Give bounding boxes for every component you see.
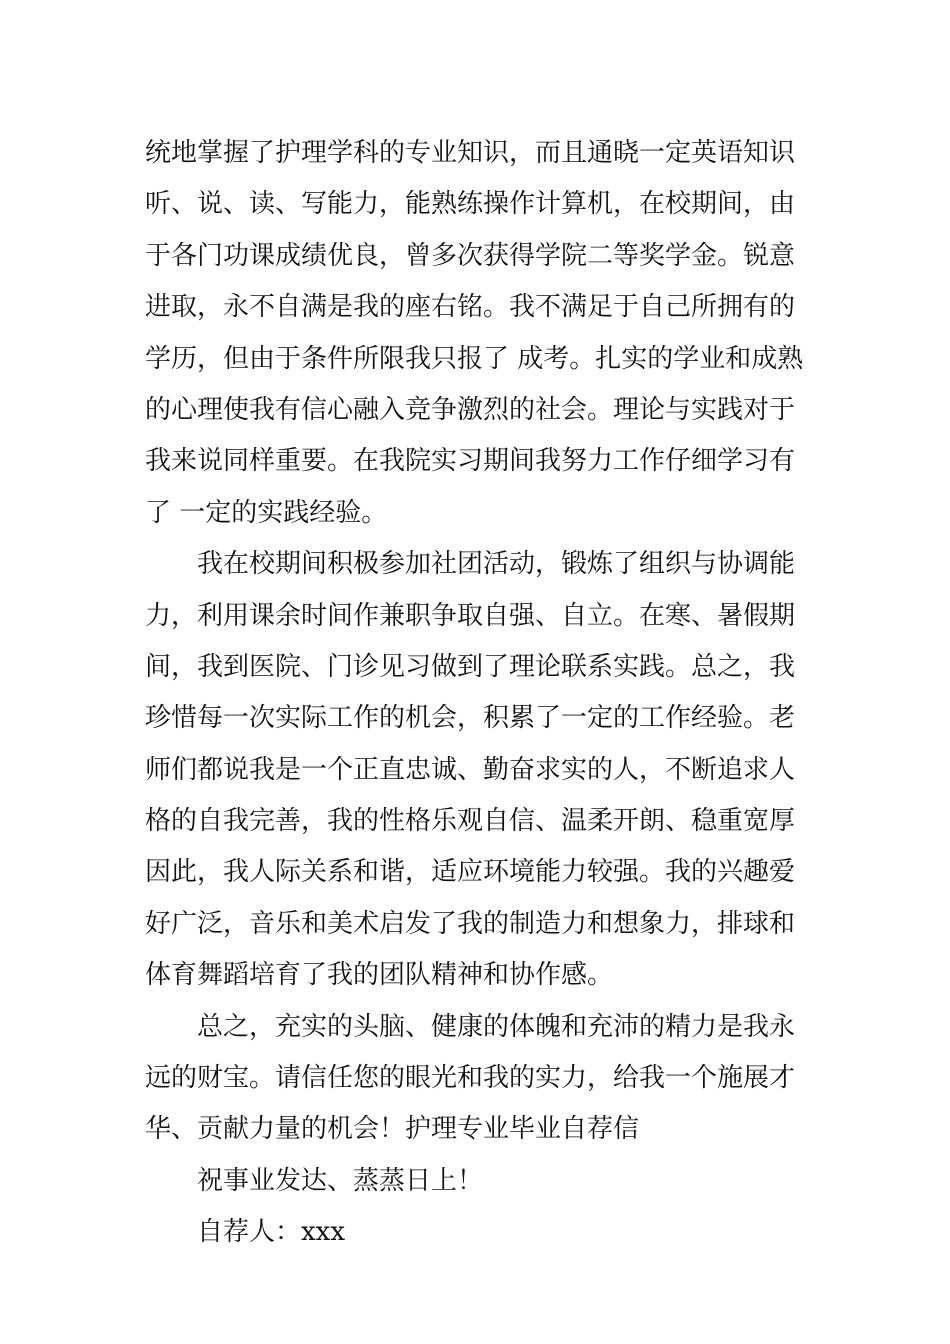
signature-line: 自荐人：xxx [197,1217,345,1248]
body-line: 进取，永不自满是我的座右铭。我不满足于自己所拥有的 [145,292,796,323]
letter-body [145,128,815,1259]
body-line: 师们都说我是一个正直忠诚、勤奋求实的人，不断追求人 [145,754,796,785]
body-line: 力，利用课余时间作兼职争取自强、自立。在寒、暑假期 [145,600,796,631]
body-line: 远的财宝。请信任您的眼光和我的实力，给我一个施展才 [145,1063,796,1094]
paragraph-start-line: 我在校期间积极参加社团活动，锻炼了组织与协调能 [197,549,796,580]
paragraph-start-line: 总之，充实的头脑、健康的体魄和充沛的精力是我永 [197,1011,796,1042]
body-line: 体育舞蹈培育了我的团队精神和协作感。 [145,960,614,991]
body-line: 珍惜每一次实际工作的机会，积累了一定的工作经验。老 [145,703,796,734]
body-line: 听、说、读、写能力，能熟练操作计算机，在校期间，由 [145,189,796,220]
body-line: 了 一定的实践经验。 [145,497,388,528]
body-line: 间，我到医院、门诊见习做到了理论联系实践。总之，我 [145,651,796,682]
body-line: 于各门功课成绩优良，曾多次获得学院二等奖学金。锐意 [145,240,796,271]
body-line: 因此，我人际关系和谐，适应环境能力较强。我的兴趣爱 [145,857,796,888]
body-line: 统地掌握了护理学科的专业知识，而且通晓一定英语知识 [145,138,796,168]
closing-greeting: 祝事业发达、蒸蒸日上！ [197,1165,484,1196]
body-line: 格的自我完善，我的性格乐观自信、温柔开朗、稳重宽厚 [145,806,796,837]
body-line: 我来说同样重要。在我院实习期间我努力工作仔细学习有 [145,446,796,477]
body-line: 的心理使我有信心融入竞争激烈的社会。理论与实践对于 [145,394,796,425]
body-line: 好广泛，音乐和美术启发了我的制造力和想象力，排球和 [145,908,796,939]
body-line: 学历，但由于条件所限我只报了 成考。扎实的学业和成熟 [145,343,804,374]
body-line: 华、贡献力量的机会！护理专业毕业自荐信 [145,1114,640,1145]
